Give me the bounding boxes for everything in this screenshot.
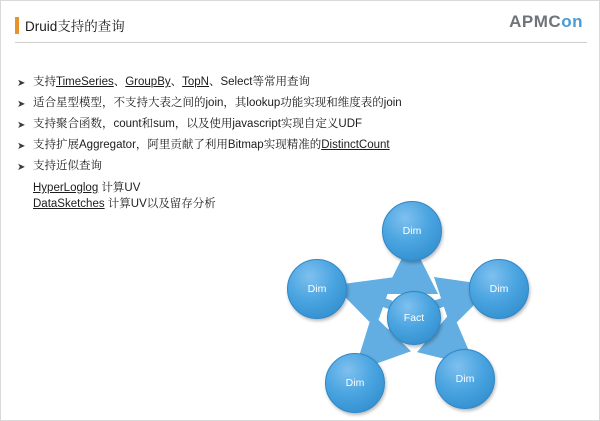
star-schema-diagram (269, 197, 589, 417)
list-item (17, 96, 537, 112)
dim-node-right (469, 259, 529, 319)
sub-item-desc: 计算UV (98, 182, 141, 194)
bullet-text: 适合星型模型，不支持大表之间的join，其lookup功能实现和维度表的join (33, 97, 402, 109)
bullet-arrow-icon: ➤ (17, 99, 26, 110)
bullet-text: 支持聚合函数，count和sum，以及使用javascript实现自定义UDF (33, 118, 363, 130)
bullet-arrow-icon: ➤ (17, 141, 26, 152)
dim-node-label: Dim (345, 377, 365, 389)
dim-node-label: Dim (402, 225, 422, 237)
dim-node-label: Dim (455, 373, 475, 385)
logo-accent: on (561, 12, 583, 31)
arrow-up-left (359, 294, 391, 305)
bullet-arrow-icon: ➤ (17, 78, 26, 89)
page-title (15, 15, 125, 35)
logo-main: APMC (509, 12, 562, 31)
dim-node-label: Dim (307, 283, 327, 295)
dim-node-left (287, 259, 347, 319)
bullet-text: 支持近似查询 (33, 160, 102, 172)
list-item (17, 75, 537, 91)
header-divider (15, 42, 587, 43)
sub-item-desc: 计算UV以及留存分析 (104, 198, 216, 210)
bullet-text: 支持TimeSeries、GroupBy、TopN、Select等常用查询 (33, 76, 310, 88)
sub-item-term: DataSketches (33, 198, 105, 210)
list-item (17, 159, 537, 175)
bullet-arrow-icon: ➤ (17, 162, 26, 173)
dim-node-label: Dim (489, 283, 509, 295)
bullet-text: 支持扩展Aggregator，阿里贡献了利用Bitmap实现精准的DistinctCount (33, 139, 390, 151)
list-item (17, 138, 537, 154)
list-item (17, 117, 537, 133)
arrow-up-right (435, 294, 468, 305)
fact-node (387, 291, 441, 345)
bullet-list (17, 75, 537, 212)
dim-node-top (382, 201, 442, 261)
dim-node-bottom-right (435, 349, 495, 409)
title-accent-bar (15, 17, 19, 34)
apmcon-logo (509, 12, 583, 32)
dim-node-bottom-left (325, 353, 385, 413)
slide-header (1, 1, 599, 49)
fact-node-label: Fact (403, 312, 425, 324)
sub-list-item (33, 180, 537, 196)
sub-item-term: HyperLoglog (33, 182, 99, 194)
title-text: Druid支持的查询 (25, 19, 125, 34)
bullet-arrow-icon: ➤ (17, 120, 26, 131)
